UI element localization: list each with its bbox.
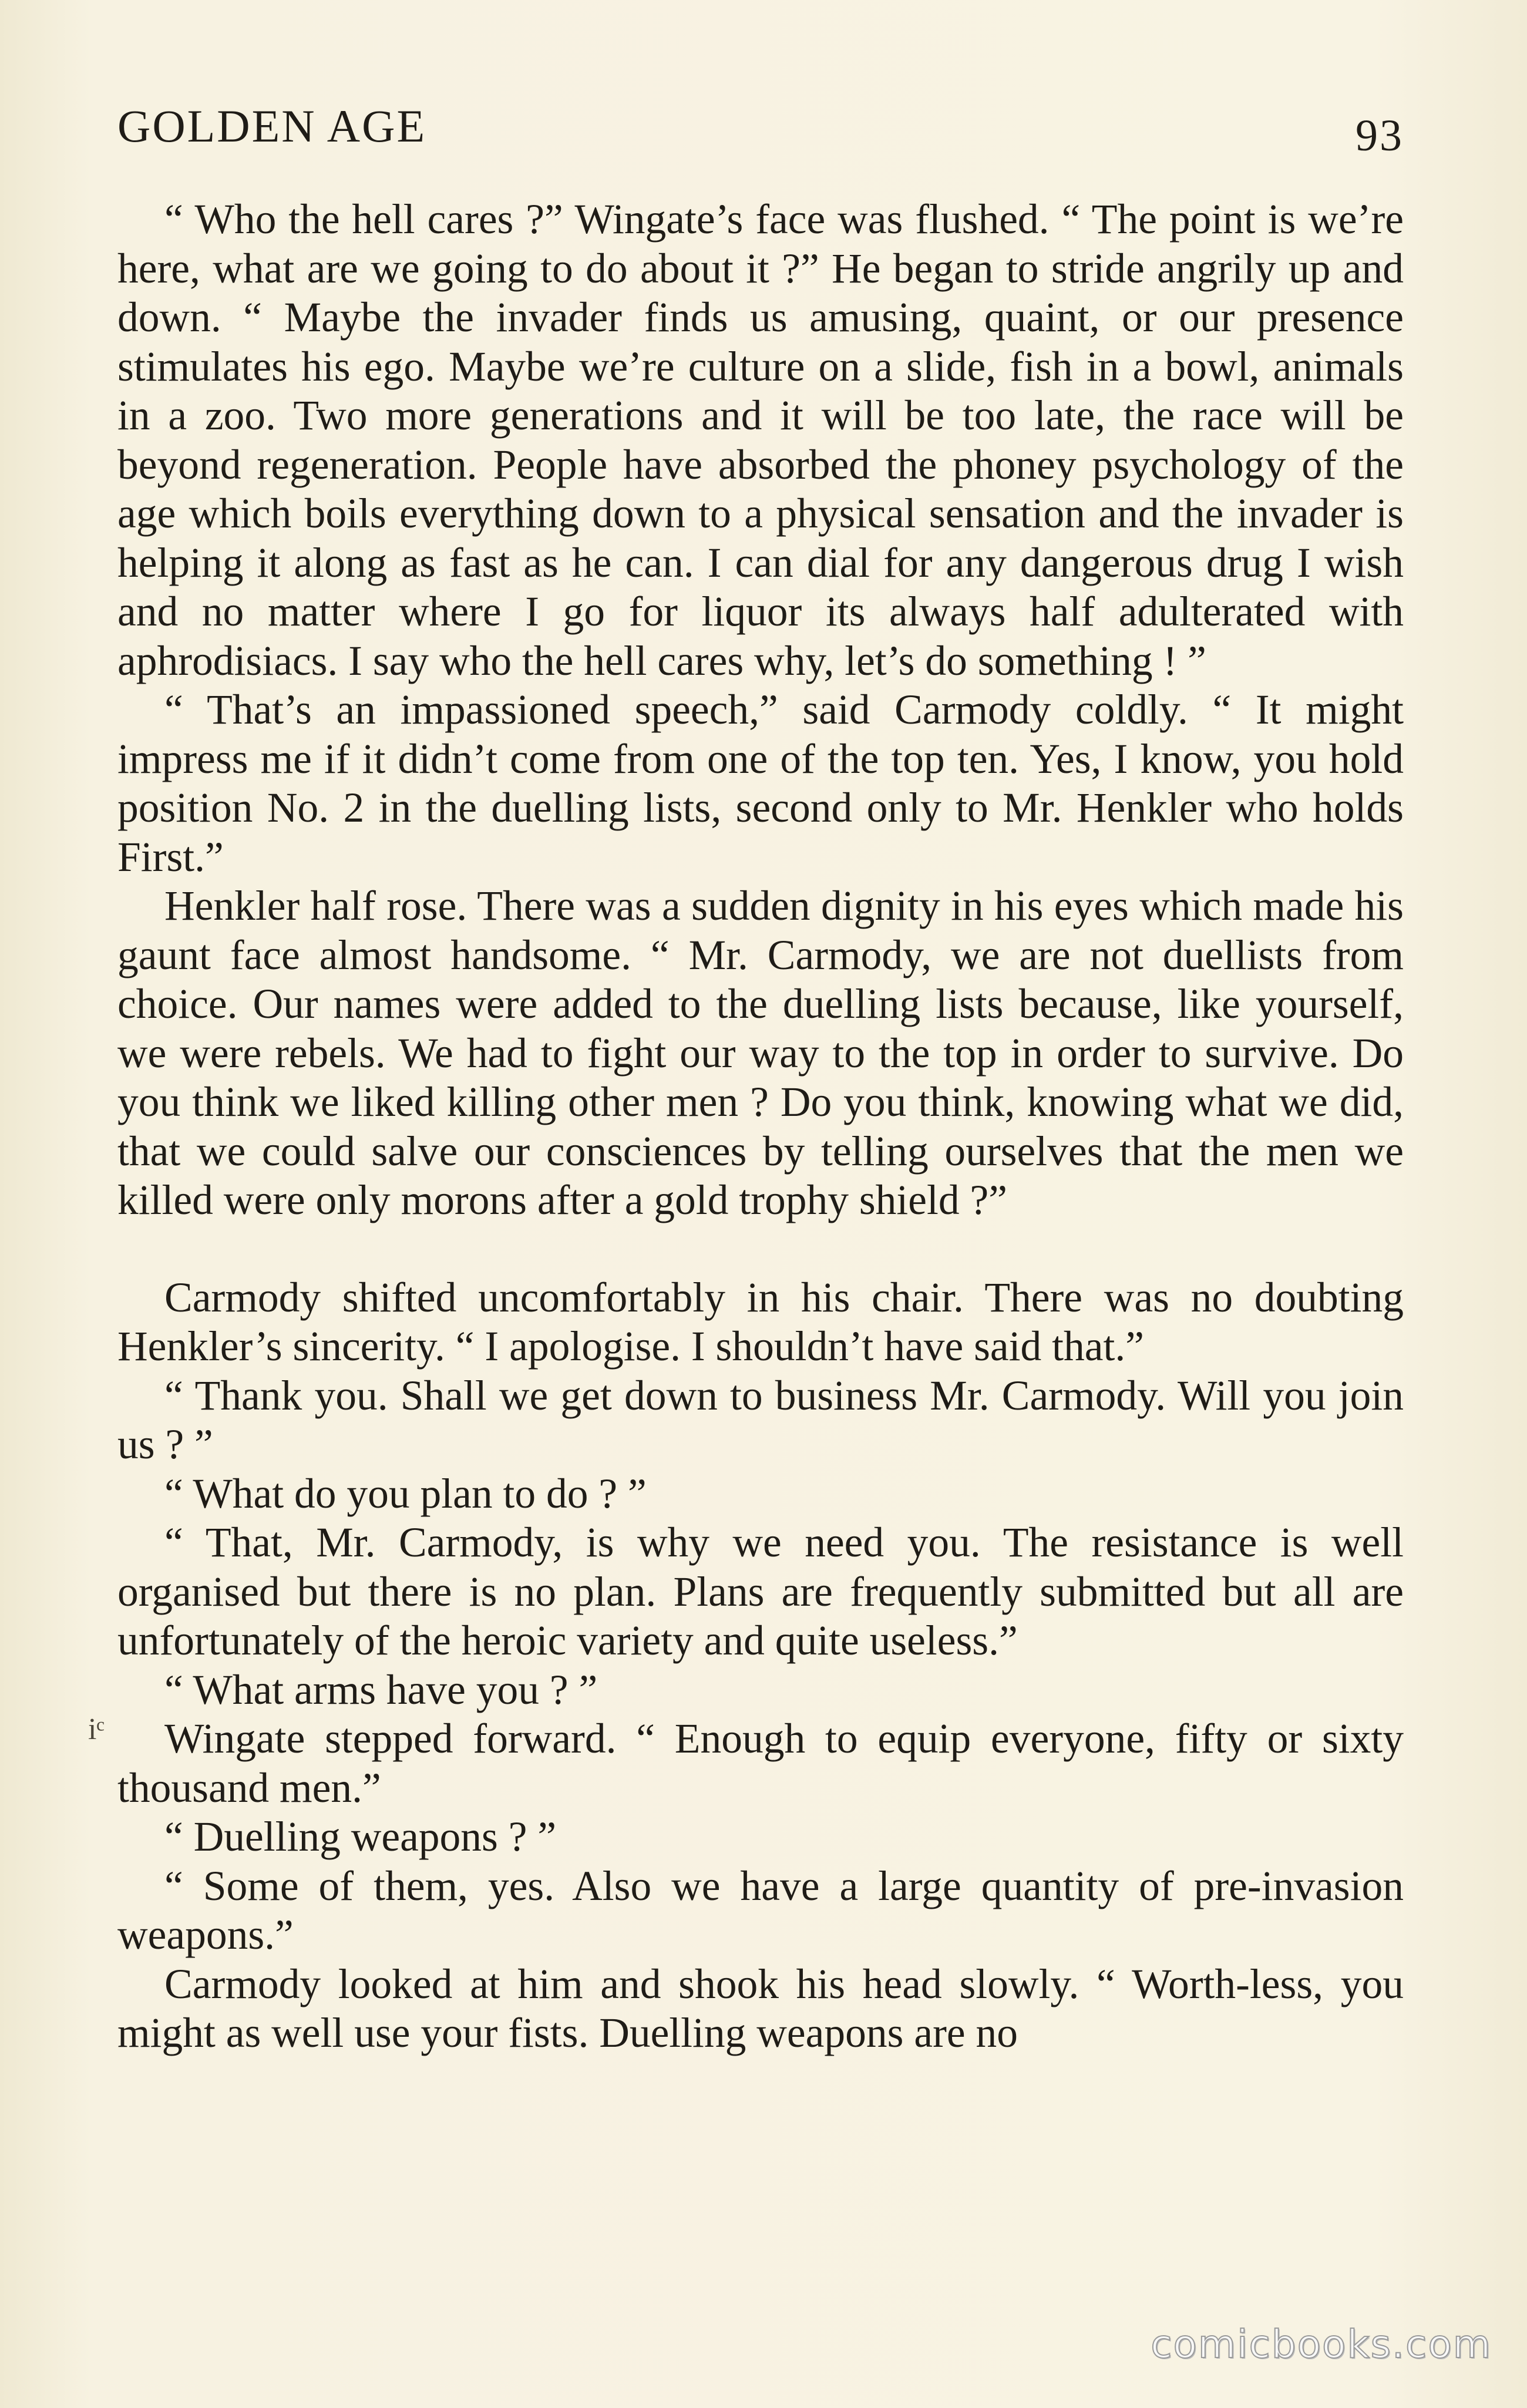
- paragraph: “ That’s an impassioned speech,” said Carmody coldly. “ It might impress me if it didn’t come from one of the top ten. Yes, I know, you hold position No. 2 in the duelling lists, second only to Mr. Henkler who holds First.”: [117, 687, 1404, 880]
- paragraph: “ Duelling weapons ? ”: [164, 1814, 557, 1860]
- paragraph: Carmody shifted uncomfortably in his chair. There was no doubting Henkler’s sincerity. “ I apologise. I shouldn’t have said that.”: [117, 1274, 1404, 1370]
- paragraph: “ What do you plan to do ? ”: [164, 1470, 647, 1517]
- paragraph: “ What arms have you ? ”: [164, 1666, 598, 1713]
- paragraph: Henkler half rose. There was a sudden dignity in his eyes which made his gaunt face almost handsome. “ Mr. Carmody, we are not duellists from choice. Our names were added to the duelling lists because, like yourself, we were rebels. We had to fight our way to the top in order to survive. Do you think we liked killing other men ? Do you think, knowing what we did, that we could salve our consciences by telling ourselves that the men we killed were only morons after a gold trophy shield ?”: [117, 883, 1404, 1223]
- paragraph: “ Who the hell cares ?” Wingate’s face was flushed. “ The point is we’re here, what are we going to do about it ?” He began to stride angrily up and down. “ Maybe the invader finds us amusing, quaint, or our presence stimulates his ego. Maybe we’re culture on a slide, fish in a bowl, animals in a zoo. Two more generations and it will be too late, the race will be beyond regeneration. People have absorbed the phoney psychology of the age which boils everything down to a physical sensation and the invader is helping it along as fast as he can. I can dial for any dangerous drug I wish and no matter where I go for liquor its always half adulterated with aphrodisiacs. I say who the hell cares why, let’s do something ! ”: [117, 196, 1404, 684]
- stray-margin-mark: iᶜ: [88, 1713, 105, 1746]
- paragraph: Carmody looked at him and shook his head slowly. “ Worth-less, you might as well use your fists. Duelling weapons are no: [117, 1960, 1404, 2056]
- page-number: 93: [1356, 111, 1404, 160]
- watermark: comicbooks.com: [1151, 2322, 1492, 2367]
- paragraph: “ Some of them, yes. Also we have a large quantity of pre-invasion weapons.”: [117, 1862, 1404, 1958]
- paragraph: “ That, Mr. Carmody, is why we need you. The resistance is well organised but there is no plan. Plans are frequently submitted but all are unfortunately of the heroic variety and quite useless.”: [117, 1519, 1404, 1664]
- paragraph: Wingate stepped forward. “ Enough to equip everyone, fifty or sixty thousand men.”: [117, 1716, 1404, 1811]
- body-text: [117, 195, 1404, 2058]
- running-title: GOLDEN AGE: [117, 100, 427, 152]
- running-head: [117, 100, 1404, 159]
- paragraph: “ Thank you. Shall we get down to business Mr. Carmody. Will you join us ? ”: [117, 1372, 1404, 1468]
